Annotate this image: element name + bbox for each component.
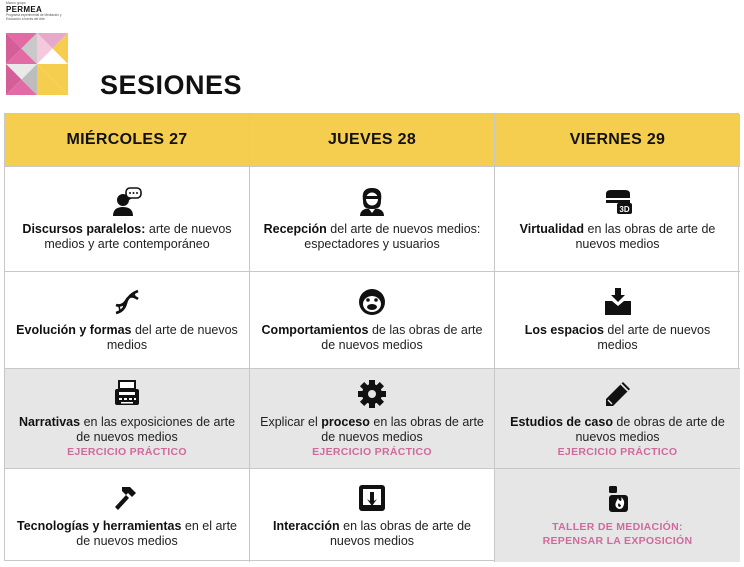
logo-icon	[6, 33, 68, 95]
exercise-label: EJERCICIO PRÁCTICO	[312, 446, 432, 458]
hammer-icon	[112, 483, 142, 513]
session-text: Discursos paralelos: arte de nuevos medios y arte contemporáneo	[22, 222, 232, 251]
session-text: Tecnologías y herramientas en el arte de nuevos medios	[16, 518, 237, 548]
lighter-flame-icon	[603, 484, 633, 514]
session-cell	[250, 469, 495, 562]
session-cell	[495, 369, 740, 469]
dna-icon	[112, 287, 142, 317]
workshop-label: REPENSAR LA EXPOSICIÓN	[542, 534, 693, 547]
brand-tagline: Marco grupo	[6, 1, 26, 5]
vr-3d-glasses-icon	[603, 186, 633, 216]
session-cell	[250, 272, 495, 369]
session-cell	[5, 369, 250, 469]
day-header: MIÉRCOLES 27	[5, 114, 250, 167]
brand-name: PERMEA	[6, 4, 43, 14]
session-text: Explicar el proceso en las obras de arte de nuevos medios	[260, 415, 484, 444]
session-cell	[250, 369, 495, 469]
tablet-touch-icon	[357, 483, 387, 513]
brand	[6, 2, 76, 21]
sessions-table	[4, 113, 739, 561]
workshop-label: TALLER DE MEDIACIÓN:	[552, 520, 683, 533]
brand-subtitle: Programa experimental de Mediación y Educación a través del Arte	[6, 12, 62, 21]
pencil-icon	[603, 379, 633, 409]
day-header: VIERNES 29	[495, 114, 740, 167]
session-text: Narrativas en las exposiciones de arte de nuevos medios	[18, 415, 236, 444]
session-text: Recepción del arte de nuevos medios: espectadores y usuarios	[263, 222, 481, 251]
session-cell	[495, 469, 740, 562]
day-header: JUEVES 28	[250, 114, 495, 167]
typewriter-icon	[112, 379, 142, 409]
session-cell	[495, 167, 740, 272]
session-text: Interacción en las obras de arte de nuevos medios	[272, 518, 472, 548]
gear-icon	[357, 379, 387, 409]
ape-face-icon	[357, 287, 387, 317]
session-text: Virtualidad en las obras de arte de nuevos medios	[519, 222, 716, 251]
session-cell	[5, 469, 250, 562]
audience-person-icon	[357, 186, 387, 216]
session-cell	[5, 272, 250, 369]
exercise-label: EJERCICIO PRÁCTICO	[557, 446, 678, 458]
session-text: Comportamientos de las obras de arte de nuevos medios	[261, 323, 483, 352]
svg-text:3D: 3D	[618, 205, 630, 214]
session-cell	[5, 167, 250, 272]
session-cell	[250, 167, 495, 272]
exercise-label: EJERCICIO PRÁCTICO	[67, 446, 187, 458]
session-cell	[495, 272, 740, 369]
speech-person-icon	[112, 186, 142, 216]
session-text: Estudios de caso de obras de arte de nuevos medios	[510, 415, 725, 444]
box-download-icon	[603, 287, 633, 317]
session-text: Los espacios del arte de nuevos medios	[524, 323, 711, 352]
page-title: SESIONES	[100, 70, 243, 100]
session-text: Evolución y formas del arte de nuevos medios	[16, 323, 238, 352]
